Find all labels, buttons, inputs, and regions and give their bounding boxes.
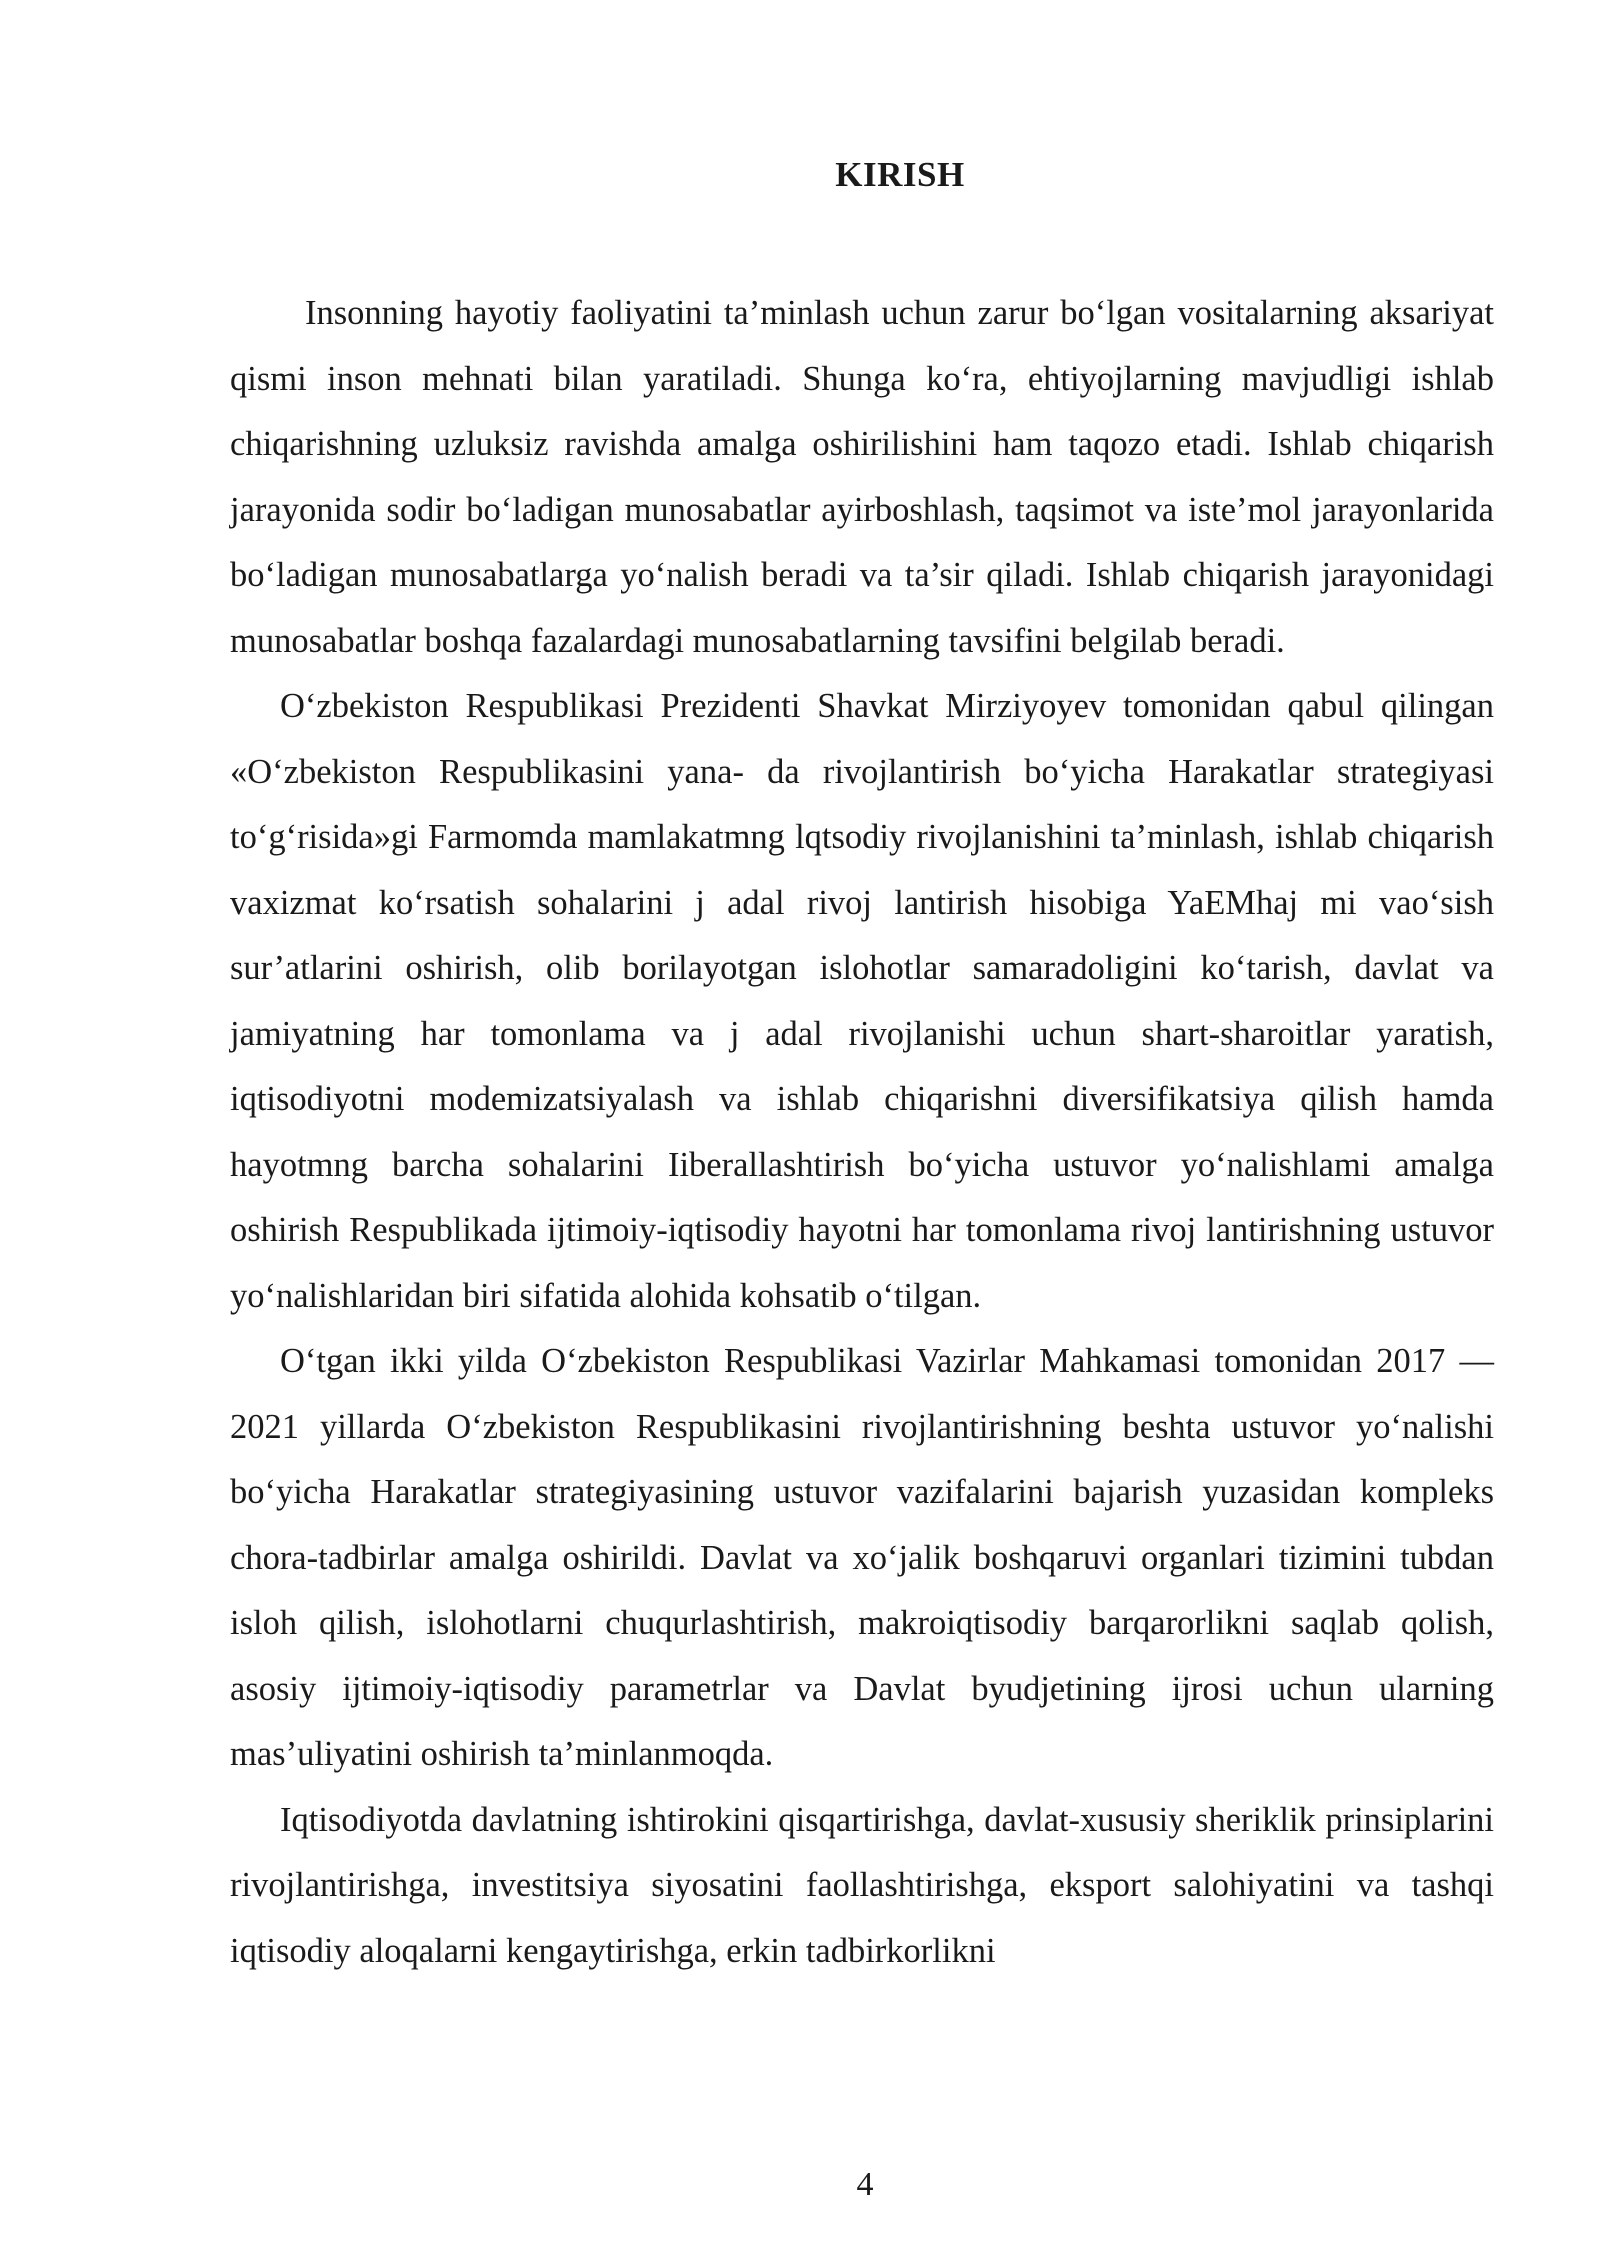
paragraph-strategy: O‘zbekiston Respublikasi Prezidenti Shavkat Mirziyoyev tomonidan qabul qilingan «O‘zbekiston Respublikasini yana- da rivojlantirish bo‘yicha Harakatlar strategiyasi to‘g‘risida»gi Farmomda mamlakatmng lqtsodiy rivojlanishini ta’minlash, ishlab chiqarish vaxizmat ko‘rsatish sohalarini j adal rivoj lantirish hisobiga YaEMhaj mi vao‘sish sur’atlarini oshirish, olib borilayotgan islohotlar samaradoligini ko‘tarish, davlat va jamiyatning har tomonlama va j adal rivojlanishi uchun shart-sharoitlar yaratish, iqtisodiyotni modemizatsiyalash va ishlab chiqarishni diversifikatsiya qilish hamda hayotmng barcha sohalarini Iiberallashtirish bo‘yicha ustuvor yo‘nalishlami amalga oshirish Respublikada ijtimoiy-iqtisodiy hayotni har tomonlama rivoj lantirishning ustuvor yo‘nalishlaridan biri sifatida alohida kohsatib o‘tilgan. bbox=[230, 687, 1494, 1315]
paragraph-cabinet: O‘tgan ikki yilda O‘zbekiston Respublikasi Vazirlar Mahkamasi tomonidan 2017 — 2021 yillarda O‘zbekiston Respublikasini rivojlantirishning beshta ustuvor yo‘nalishi bo‘yicha Harakatlar strategiyasining ustuvor vazifalarini bajarish yuzasidan kompleks chora-tadbirlar amalga oshirildi. Davlat va xo‘jalik boshqaruvi organlari tizimini tubdan isloh qilish, islohotlarni chuqurlashtirish, makroiqtisodiy barqarorlikni saqlab qolish, asosiy ijtimoiy-iqtisodiy parametrlar va Davlat byudjetining ijrosi uchun ularning mas’uliyatini oshirish ta’minlanmoqda. bbox=[230, 1342, 1494, 1773]
document-body bbox=[230, 281, 1494, 1984]
paragraph-economy: Iqtisodiyotda davlatning ishtirokini qisqartirishga, davlat-xususiy sheriklik prinsiplarini rivojlantirishga, investitsiya siyosatini faollashtirishga, eksport salohiyatini va tashqi iqtisodiy aloqalarni kengaytirishga, erkin tadbirkorlikni bbox=[230, 1800, 1494, 1970]
page-number: 4 bbox=[856, 2166, 874, 2203]
paragraph-intro: Insonning hayotiy faoliyatini ta’minlash uchun zarur bo‘lgan vositalarning aksariyat qismi inson mehnati bilan yaratiladi. Shunga ko‘ra, ehtiyojlarning mavjudligi ishlab chiqarishning uzluksiz ravishda amalga oshirilishini ham taqozo etadi. Ishlab chiqarish jarayonida sodir bo‘ladigan munosabatlar ayirboshlash, taqsimot va iste’mol jarayonlarida bo‘ladigan munosabatlarga yo‘nalish beradi va ta’sir qiladi. Ishlab chiqarish jarayonidagi munosabatlar boshqa fazalardagi munosabatlarning tavsifini belgilab beradi. bbox=[230, 294, 1494, 660]
page-title: KIRISH bbox=[835, 155, 965, 194]
